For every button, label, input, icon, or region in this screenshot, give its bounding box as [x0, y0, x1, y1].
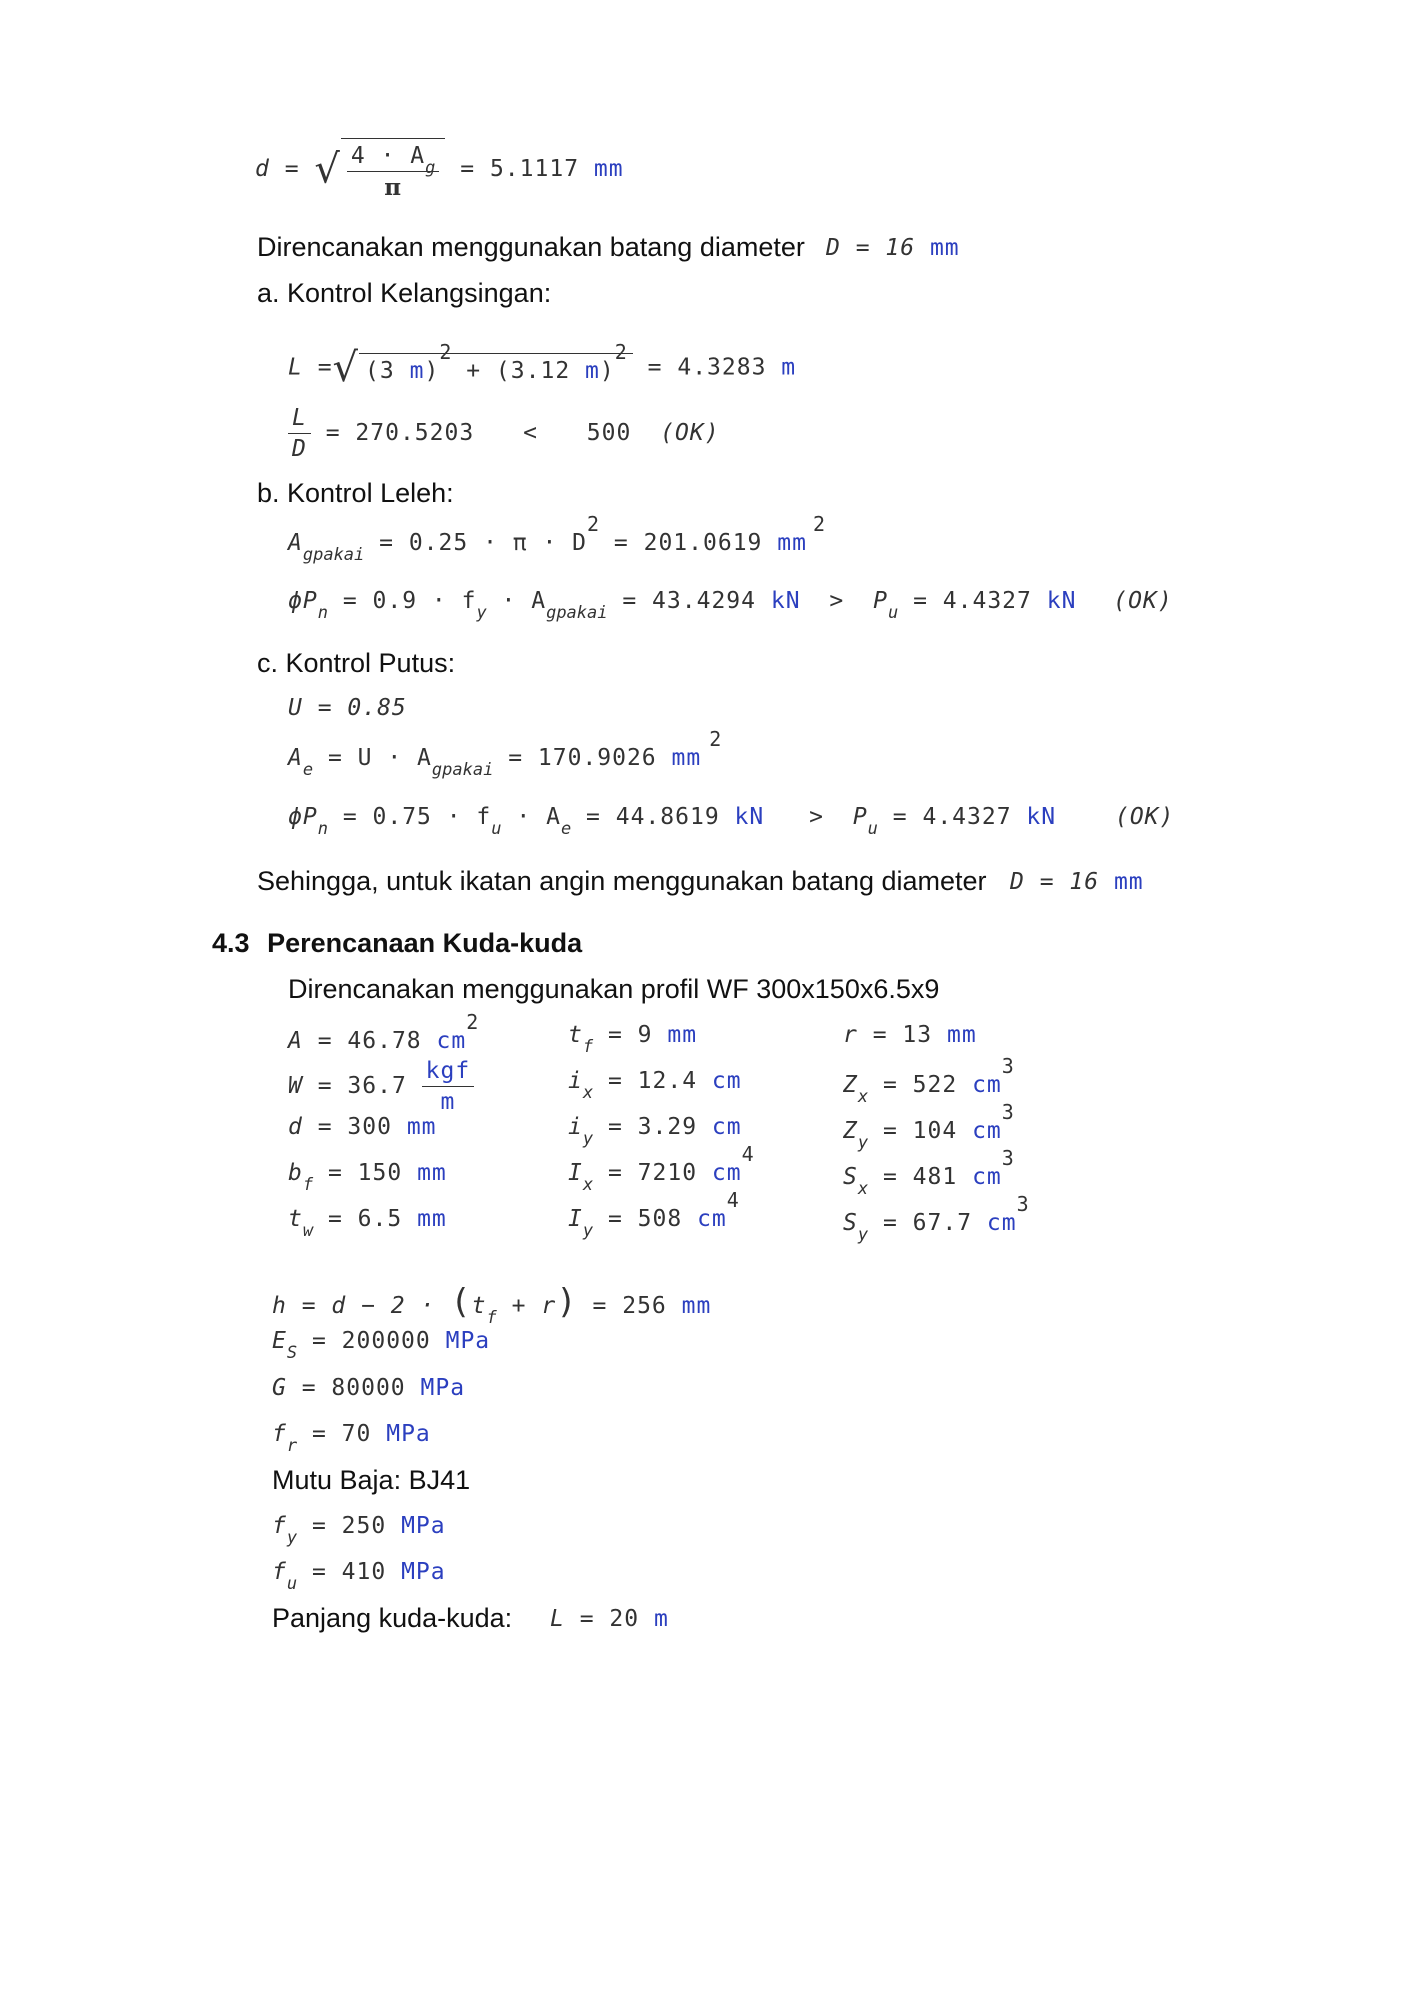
residual-stress-symbol: f — [272, 1421, 287, 1447]
prop-ix-value: = 12.4 — [607, 1068, 698, 1094]
web-height-plus-r: + r — [511, 1293, 557, 1319]
elastic-modulus-sub: S — [286, 1343, 298, 1363]
u-factor: U = 0.85 — [288, 695, 407, 721]
slenderness-limit: 500 — [586, 420, 632, 446]
prop-Zy-value: = 104 — [882, 1118, 958, 1144]
section-heading — [212, 928, 582, 959]
slenderness-fraction — [288, 405, 311, 462]
rupture-phi-sub: n — [317, 819, 328, 839]
prop-iy — [568, 1114, 742, 1149]
term1-exp: 2 — [439, 339, 452, 364]
elastic-modulus-symbol: E — [272, 1328, 287, 1354]
prop-Zx-symbol: Z — [843, 1072, 858, 1098]
prop-tf-sub: f — [582, 1037, 594, 1057]
ultimate-strength-unit: MPa — [401, 1559, 446, 1585]
residual-stress — [272, 1421, 431, 1456]
web-height-formula: $h = d - 2 \cdot (t_f + r) = 256$ mm — [272, 1282, 712, 1328]
prop-Zy-symbol: Z — [843, 1118, 858, 1144]
elastic-modulus-value: = 200000 — [311, 1328, 431, 1354]
yield-result: = 43.4294 — [622, 588, 756, 614]
prop-Sy-sub: y — [857, 1225, 869, 1245]
gross-area-symbol: A — [288, 530, 303, 556]
prop-bf-unit: mm — [417, 1160, 447, 1186]
span-length-symbol: L — [550, 1606, 565, 1632]
steel-grade: Mutu Baja: BJ41 — [272, 1465, 471, 1495]
prop-Zy — [843, 1100, 1014, 1153]
prop-Iy — [568, 1188, 739, 1241]
prop-r-unit: mm — [946, 1022, 977, 1048]
effective-area-unit: mm — [671, 745, 702, 771]
yield-area-sub: gpakai — [546, 603, 608, 623]
shear-modulus-symbol: G — [272, 1375, 287, 1401]
prop-Sx-value: = 481 — [882, 1164, 958, 1190]
yield-fy-sub: y — [476, 603, 487, 623]
less-than-sign: < — [523, 420, 538, 446]
prop-W — [288, 1058, 474, 1115]
rupture-gt-sign: > — [809, 804, 824, 830]
prop-A-value: = 46.78 — [317, 1028, 422, 1054]
plan-diameter-unit: mm — [929, 235, 960, 261]
prop-iy-sub: y — [582, 1129, 594, 1149]
gross-area-expr: = 0.25 · π · D — [379, 530, 588, 556]
term1-value: 3 — [379, 357, 395, 384]
gross-area-result: = 201.0619 — [613, 530, 763, 556]
prop-Zy-sub: y — [857, 1133, 869, 1153]
slenderness-ok: (OK) — [660, 420, 720, 446]
effective-area-unit-exp: 2 — [709, 727, 722, 751]
prop-Ix-symbol: I — [568, 1160, 583, 1186]
ratio-value: = 270.5203 — [325, 420, 475, 446]
prop-d-unit: mm — [406, 1114, 437, 1140]
prop-ix-sub: x — [582, 1083, 594, 1103]
length-formula — [288, 339, 797, 391]
prop-d-value: = 300 — [317, 1114, 392, 1140]
prop-Iy-unit: cm — [697, 1206, 727, 1232]
prop-Zx-value: = 522 — [882, 1072, 958, 1098]
yield-strength-sub: y — [286, 1528, 298, 1548]
rupture-fu-sub: u — [491, 819, 502, 839]
prop-tw-unit: mm — [417, 1206, 447, 1232]
prop-A-unit: cm — [436, 1028, 467, 1054]
prop-tw-sub: w — [302, 1221, 314, 1241]
prop-A-exp: 2 — [466, 1010, 479, 1034]
effective-area-formula — [288, 727, 722, 780]
effective-area-expr-sub: gpakai — [431, 760, 494, 780]
conclusion-diameter-value: D = 16 — [1010, 869, 1100, 895]
term2-unit: m — [585, 357, 600, 384]
prop-Sy — [843, 1192, 1029, 1245]
yield-gt-sign: > — [829, 588, 845, 614]
prop-Sx-exp: 3 — [1001, 1146, 1014, 1170]
conclusion-diameter — [1010, 869, 1144, 895]
d-symbol: d — [255, 156, 270, 182]
ultimate-strength-symbol: f — [272, 1559, 287, 1585]
frac-numerator: 4 · A — [350, 143, 426, 169]
prop-W-unit-den: m — [440, 1089, 456, 1115]
prop-iy-unit: cm — [711, 1114, 742, 1140]
term1-unit: m — [409, 357, 425, 384]
residual-stress-sub: r — [286, 1436, 298, 1456]
prop-Sy-symbol: S — [843, 1210, 858, 1236]
plan-diameter-value: D = 16 — [826, 235, 916, 261]
span-length-value: = 20 — [579, 1606, 640, 1632]
prop-tf-unit: mm — [667, 1022, 698, 1048]
yield-expr: = 0.9 · f — [342, 588, 477, 614]
length-result: = 4.3283 — [647, 354, 767, 381]
length-sqrt-content: (3 m)2 + (3.12 m)2 — [359, 353, 633, 384]
residual-stress-unit: MPa — [386, 1421, 431, 1447]
heading-b: b. Kontrol Leleh: — [257, 478, 454, 508]
gross-area-exp: 2 — [587, 512, 600, 536]
prop-bf-sub: f — [302, 1175, 314, 1195]
prop-tf-symbol: t — [568, 1022, 583, 1048]
ultimate-strength-value: = 410 — [311, 1559, 387, 1585]
prop-Sx-symbol: S — [843, 1164, 858, 1190]
prop-Ix-sub: x — [582, 1175, 594, 1195]
prop-Ix-value: = 7210 — [607, 1160, 698, 1186]
yield-pu-value: = 4.4327 — [913, 588, 1032, 614]
prop-d-symbol: d — [288, 1114, 303, 1140]
effective-area-sub: e — [302, 760, 314, 780]
yield-pu-unit: kN — [1046, 588, 1077, 614]
rupture-expr: = 0.75 · f — [342, 804, 492, 830]
prop-A-symbol: A — [288, 1028, 303, 1054]
elastic-modulus — [272, 1328, 491, 1363]
prop-Iy-value: = 508 — [607, 1206, 683, 1232]
prop-r-symbol: r — [843, 1022, 858, 1048]
web-height-t: t — [471, 1293, 487, 1319]
prop-A — [288, 1010, 479, 1054]
shear-modulus-value: = 80000 — [301, 1375, 406, 1401]
ultimate-strength-sub: u — [286, 1574, 298, 1594]
frac-denominator: π — [384, 174, 403, 201]
plan-text-label: Direncanakan menggunakan batang diameter — [257, 232, 805, 262]
rupture-ok: (OK) — [1114, 804, 1175, 830]
prop-ix-unit: cm — [711, 1068, 742, 1094]
yield-strength-symbol: f — [272, 1513, 287, 1539]
length-unit: m — [781, 354, 797, 381]
ultimate-strength — [272, 1559, 446, 1594]
prop-Zy-exp: 3 — [1001, 1100, 1014, 1124]
term2-value: 3.12 — [510, 357, 571, 384]
area-fraction — [347, 143, 440, 201]
rupture-pu-unit: kN — [1026, 804, 1057, 830]
effective-area-result: = 170.9026 — [508, 745, 657, 771]
plan-text — [257, 232, 805, 263]
frac-numerator-sub: g — [425, 158, 436, 178]
residual-stress-value: = 70 — [311, 1421, 372, 1447]
conclusion-diameter-unit: mm — [1113, 869, 1144, 895]
length-symbol: L = — [288, 354, 333, 381]
rupture-expr-dot: · A — [501, 804, 561, 830]
prop-Iy-exp: 4 — [726, 1188, 739, 1212]
span-text: Panjang kuda-kuda: — [272, 1603, 513, 1633]
yield-check — [288, 588, 1173, 623]
prop-Sx-unit: cm — [972, 1164, 1002, 1190]
rupture-pu-sub: u — [867, 819, 878, 839]
prop-d — [288, 1114, 437, 1140]
rupture-result: = 44.8619 — [586, 804, 720, 830]
prop-W-value: = 36.7 — [317, 1073, 407, 1099]
web-height-t-sub: f — [486, 1308, 497, 1328]
prop-Sx — [843, 1146, 1014, 1199]
ratio-denominator: D — [292, 436, 307, 462]
prop-r-value: = 13 — [872, 1022, 933, 1048]
gross-area-formula — [288, 512, 826, 565]
d-formula: d = √ $\frac{4 \cdot A_g}{\pi}$ = 5.1117 mm — [255, 138, 624, 201]
yield-phi-sub: n — [317, 603, 328, 623]
shear-modulus — [272, 1375, 465, 1401]
conclusion-text: Sehingga, untuk ikatan angin menggunakan batang diameter — [257, 866, 987, 896]
yield-expr-dot: · A — [486, 588, 547, 614]
heading-c: c. Kontrol Putus: — [257, 648, 456, 678]
gross-area-unit-exp: 2 — [812, 512, 826, 536]
rupture-unit: kN — [734, 804, 765, 830]
heading-a: a. Kontrol Kelangsingan: — [257, 278, 552, 308]
yield-strength — [272, 1513, 446, 1548]
gross-area-sub: gpakai — [302, 545, 365, 565]
prop-iy-symbol: i — [568, 1114, 583, 1140]
yield-pu-sub: u — [887, 603, 899, 623]
profile-text: Direncanakan menggunakan profil WF 300x150x6.5x9 — [288, 974, 940, 1004]
prop-Iy-symbol: I — [568, 1206, 583, 1232]
prop-tf — [568, 1022, 698, 1057]
prop-tw-value: = 6.5 — [327, 1206, 403, 1232]
yield-pu-symbol: P — [873, 588, 888, 614]
prop-ix — [568, 1068, 742, 1103]
prop-Ix-exp: 4 — [741, 1142, 754, 1166]
prop-bf-symbol: b — [288, 1160, 303, 1186]
span-length — [550, 1606, 669, 1632]
gross-area-unit: mm — [777, 530, 807, 556]
span-length-unit: m — [653, 1606, 669, 1632]
prop-Ix-unit: cm — [711, 1160, 742, 1186]
prop-Sx-sub: x — [857, 1179, 869, 1199]
prop-ix-symbol: i — [568, 1068, 583, 1094]
yield-strength-unit: MPa — [401, 1513, 446, 1539]
prop-W-unit — [422, 1058, 475, 1115]
prop-Sy-value: = 67.7 — [882, 1210, 973, 1236]
shear-modulus-unit: MPa — [420, 1375, 466, 1401]
web-height-unit: mm — [681, 1293, 712, 1319]
prop-Zx-exp: 3 — [1001, 1054, 1014, 1078]
yield-phi-symbol: ϕP — [288, 588, 318, 614]
prop-tw-symbol: t — [288, 1206, 303, 1232]
prop-tw — [288, 1206, 447, 1241]
elastic-modulus-unit: MPa — [445, 1328, 491, 1354]
yield-unit: kN — [770, 588, 801, 614]
d-result: = 5.1117 — [460, 156, 580, 182]
length-sqrt-sign: √ — [332, 345, 360, 391]
prop-W-unit-num: kgf — [422, 1058, 475, 1087]
d-unit: mm — [593, 156, 624, 182]
slenderness-check — [288, 405, 720, 462]
yield-ok: (OK) — [1113, 588, 1173, 614]
web-height-lhs: h = d − 2 · — [272, 1293, 436, 1319]
prop-Zx — [843, 1054, 1014, 1107]
ratio-numerator: L — [288, 405, 311, 434]
prop-Sy-unit: cm — [986, 1210, 1017, 1236]
prop-Zx-unit: cm — [972, 1072, 1002, 1098]
rupture-pu-symbol: P — [852, 804, 868, 830]
rupture-ae-sub: e — [560, 819, 572, 839]
prop-Zy-unit: cm — [972, 1118, 1002, 1144]
prop-bf-value: = 150 — [327, 1160, 403, 1186]
prop-tf-value: = 9 — [607, 1022, 653, 1048]
section-number: 4.3 — [212, 928, 250, 958]
section-title: Perencanaan Kuda-kuda — [267, 928, 583, 958]
prop-Ix — [568, 1142, 754, 1195]
sqrt-sign: √ — [314, 146, 341, 193]
rupture-phi-symbol: ϕP — [288, 804, 318, 830]
prop-Zx-sub: x — [857, 1087, 869, 1107]
term2-exp: 2 — [614, 339, 627, 364]
prop-iy-value: = 3.29 — [607, 1114, 698, 1140]
rupture-pu-value: = 4.4327 — [892, 804, 1012, 830]
prop-Sy-exp: 3 — [1016, 1192, 1029, 1216]
plan-diameter — [826, 235, 960, 261]
effective-area-symbol: A — [288, 745, 303, 771]
prop-bf — [288, 1160, 447, 1195]
prop-W-symbol: W — [288, 1073, 303, 1099]
web-height-result: = 256 — [592, 1293, 667, 1319]
yield-strength-value: = 250 — [311, 1513, 387, 1539]
prop-r — [843, 1022, 977, 1048]
sqrt-content — [341, 138, 446, 201]
effective-area-expr: = U · A — [327, 745, 432, 771]
rupture-check — [288, 804, 1175, 839]
prop-Iy-sub: y — [582, 1221, 594, 1241]
